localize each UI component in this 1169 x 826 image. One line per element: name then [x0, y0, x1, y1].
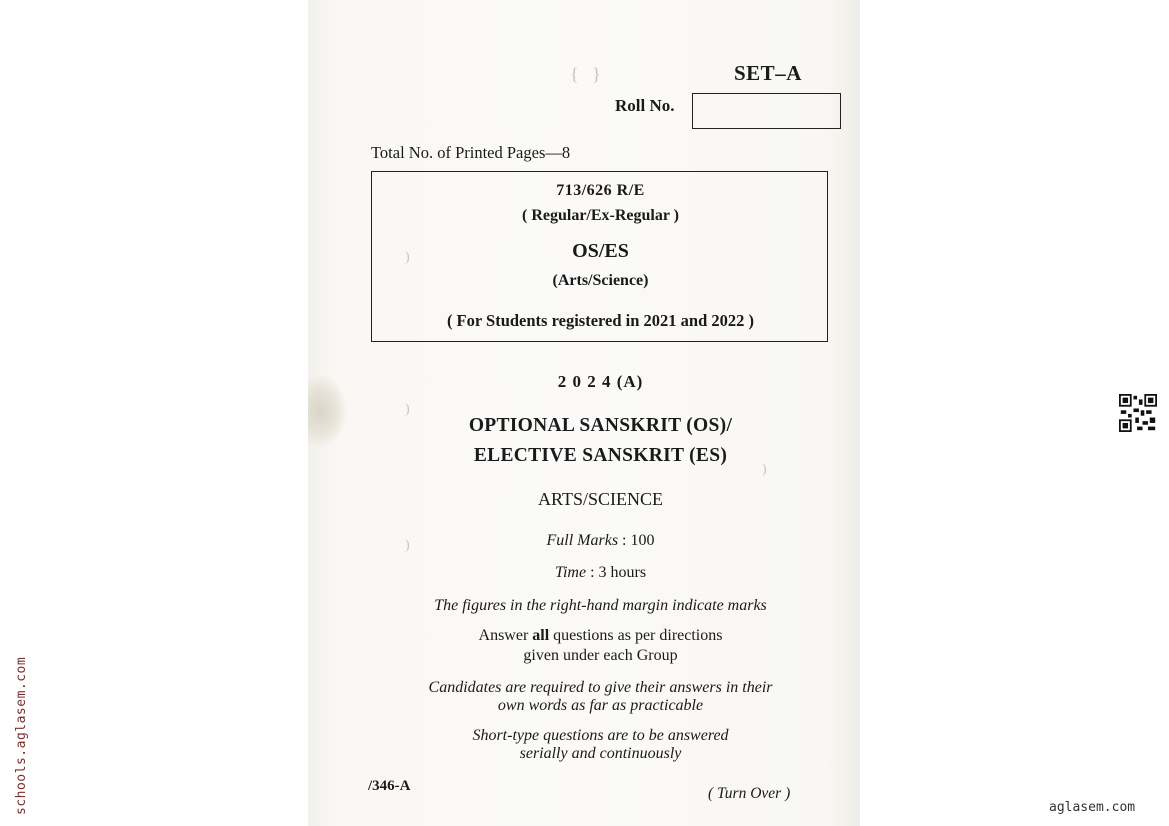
paper-code: /346-A	[368, 778, 411, 794]
short-type-rest: questions are to be answered	[539, 727, 729, 744]
page-smudge	[308, 376, 346, 446]
roll-number-label: Roll No.	[615, 96, 675, 115]
answer-instruction-post: questions as per directions	[549, 627, 723, 644]
candidates-instruction-line-2: own words as far as practicable	[497, 697, 704, 714]
answer-instruction-pre: Answer	[478, 627, 533, 644]
exam-stream: ARTS/SCIENCE	[538, 489, 663, 509]
set-label: SET–A	[734, 61, 802, 85]
exam-year: 2 0 2 4 (A)	[557, 372, 644, 391]
short-type-label: Short-type	[472, 727, 540, 744]
full-marks-value: : 100	[622, 532, 655, 549]
brand-watermark: aglasem.com	[1049, 800, 1136, 815]
qr-code-icon	[1119, 394, 1157, 432]
printed-pages: Total No. of Printed Pages—8	[371, 143, 571, 162]
stream-label: (Arts/Science)	[552, 272, 649, 289]
roll-number-box	[692, 93, 841, 129]
bleed-through-mark: )	[405, 402, 410, 417]
time-label: Time	[554, 564, 587, 581]
eligibility-note: ( For Students registered in 2021 and 2022 )	[446, 311, 755, 330]
time-value: : 3 hours	[590, 564, 647, 581]
subject-code: OS/ES	[572, 240, 629, 262]
bleed-through-mark: )	[405, 250, 410, 265]
bleed-through-mark: )	[762, 462, 767, 477]
short-type-instruction-line-1	[371, 727, 830, 745]
side-watermark: schools.aglasem.com	[14, 656, 29, 815]
bleed-through-mark: )	[405, 538, 410, 553]
time-allowed	[371, 564, 830, 582]
full-marks-label: Full Marks	[546, 532, 619, 549]
short-type-instruction-line-2: serially and continuously	[519, 745, 682, 762]
answer-instruction-bold: all	[532, 627, 550, 644]
full-marks	[371, 532, 830, 550]
exam-category: ( Regular/Ex-Regular )	[521, 207, 679, 224]
answer-instruction	[371, 627, 830, 645]
exam-title-line-2: ELECTIVE SANSKRIT (ES)	[473, 445, 728, 466]
answer-instruction-line-2: given under each Group	[523, 647, 678, 664]
bleed-through-mark: { }	[570, 64, 601, 84]
candidates-instruction-line-1: Candidates are required to give their answers in their	[428, 679, 773, 696]
turn-over-note: ( Turn Over )	[708, 785, 791, 802]
margin-note: The figures in the right-hand margin indicate marks	[434, 597, 767, 614]
exam-code: 713/626 R/E	[556, 182, 645, 199]
exam-title-line-1: OPTIONAL SANSKRIT (OS)/	[468, 415, 733, 436]
